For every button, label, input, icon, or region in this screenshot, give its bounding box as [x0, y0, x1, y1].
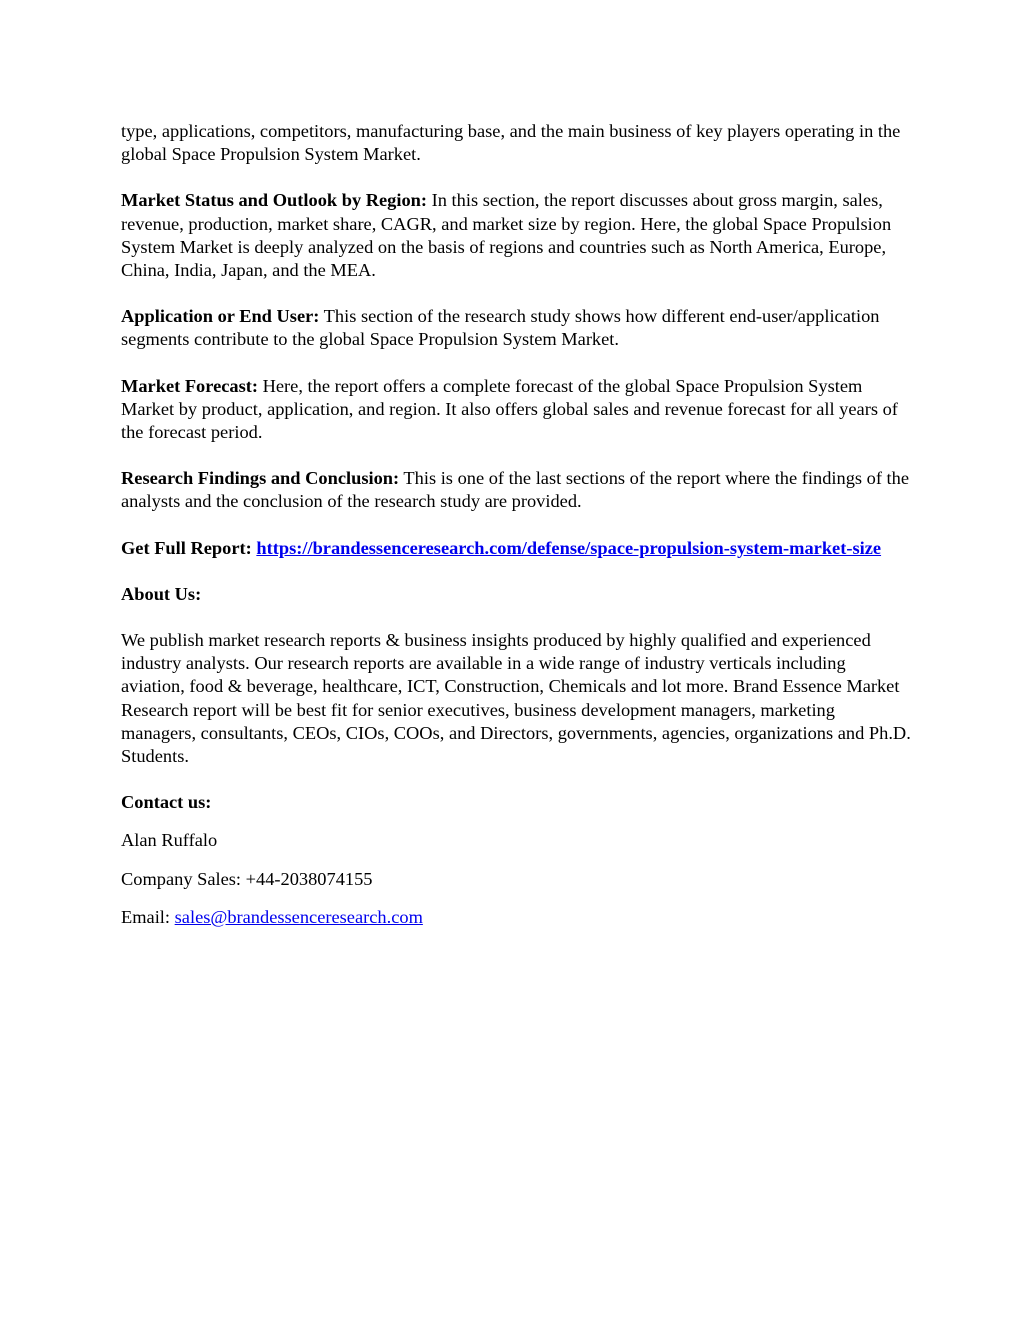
section-research-findings: [121, 467, 911, 513]
contact-email-line: [121, 906, 911, 929]
full-report-label: Get Full Report:: [121, 537, 252, 558]
section-market-status: [121, 189, 911, 282]
about-paragraph: We publish market research reports & business insights produced by highly qualified and experienced industry analysts. Our research reports are available in a wide range of industry verticals including aviation, food & beverage, healthcare, ICT, Construction, Chemicals and lot more. Brand Essence Market Research report will be best fit for senior executives, business development managers, marketing managers, consultants, CEOs, CIOs, COOs, and Directors, governments, agencies, organizations and Ph.D. Students.: [121, 630, 911, 767]
section-heading: Application or End User:: [121, 306, 320, 327]
section-body: In this section, the report discusses about gross margin, sales, revenue, production, market share, CAGR, and market size by region. Here, the global Space Propulsion System Market is deeply analyzed on the basis of regions and countries such as North America, Europe, China, India, Japan, and the MEA.: [121, 190, 892, 281]
contact-sales-phone: Company Sales: +44-2038074155: [121, 868, 373, 889]
section-heading: Market Forecast:: [121, 375, 259, 396]
section-body: Here, the report offers a complete forecast of the global Space Propulsion System Market by product, application, and region. It also offers global sales and revenue forecast for all years of the forecast period.: [121, 375, 898, 443]
section-heading: Market Status and Outlook by Region:: [121, 190, 428, 211]
email-link[interactable]: sales@brandessenceresearch.com: [174, 906, 423, 927]
full-report-link[interactable]: https://brandessenceresearch.com/defense/space-propulsion-system-market-size: [256, 537, 882, 558]
section-body: This is one of the last sections of the report where the findings of the analysts and the conclusion of the research study are provided.: [121, 468, 910, 512]
section-heading: Research Findings and Conclusion:: [121, 468, 400, 489]
about-heading: [121, 583, 911, 606]
full-report-line: [121, 537, 911, 560]
section-body: This section of the research study shows how different end-user/application segments contribute to the global Space Propulsion System Market.: [121, 306, 880, 350]
section-application-end-user: [121, 305, 911, 351]
intro-paragraph: type, applications, competitors, manufacturing base, and the main business of key players operating in the global Space Propulsion System Market.: [121, 121, 901, 165]
contact-name: Alan Ruffalo: [121, 830, 218, 851]
email-label: Email:: [121, 906, 175, 927]
document-page: [121, 120, 911, 944]
contact-heading-text: Contact us:: [121, 792, 212, 813]
contact-heading: [121, 791, 911, 814]
section-market-forecast: [121, 375, 911, 445]
about-heading-text: About Us:: [121, 583, 202, 604]
